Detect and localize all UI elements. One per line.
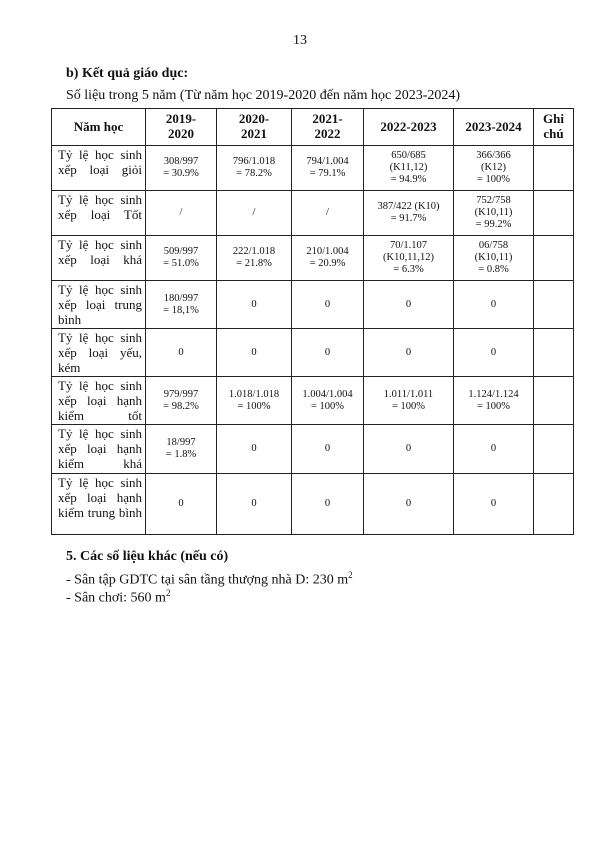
row-label: Tỷ lệ học sinh xếp loại giỏi [52, 146, 146, 191]
table-row [52, 377, 574, 425]
cell-line: (K11,12) [389, 162, 428, 173]
cell-line: 0 [251, 443, 257, 454]
table-cell [454, 281, 534, 329]
cell-line: = 100% [237, 400, 271, 412]
table-cell [146, 474, 217, 535]
column-header [146, 109, 217, 146]
table-cell [146, 281, 217, 329]
other-item-text: - Sân chơi: 560 m [66, 590, 166, 606]
cell-line: = 100% [476, 400, 511, 412]
cell-line: = 91.7% [390, 213, 427, 224]
column-header [52, 109, 146, 146]
cell-line: 0 [405, 346, 412, 358]
table-cell [217, 191, 292, 236]
cell-line: (K12) [480, 162, 507, 173]
note-cell [534, 146, 574, 191]
other-item-text: - Sân tập GDTC tại sân tầng thượng nhà D: 230 m [66, 572, 349, 588]
section-b-heading: b) Kết quả giáo dục: [66, 66, 189, 81]
cell-line: 0 [490, 346, 497, 358]
cell-line: 0 [178, 346, 184, 358]
cell-line: 979/997 [163, 388, 199, 400]
cell-line: / [252, 207, 256, 218]
table-cell [217, 146, 292, 191]
note-cell [534, 236, 574, 281]
table-cell [454, 377, 534, 425]
cell-line: = 100% [391, 400, 426, 412]
column-header-line: chú [543, 126, 564, 141]
table-row [52, 425, 574, 474]
note-cell [534, 425, 574, 474]
cell-line: 222/1.018 [232, 246, 276, 257]
cell-line: 0 [324, 298, 331, 310]
note-cell [534, 474, 574, 535]
column-header [364, 109, 454, 146]
section-5-heading: 5. Các số liệu khác (nếu có) [66, 549, 229, 564]
table-row [52, 329, 574, 377]
table-cell [364, 191, 454, 236]
column-header-line: Năm học [73, 118, 124, 134]
cell-line: 0 [251, 298, 257, 310]
table-cell [217, 281, 292, 329]
note-cell [534, 191, 574, 236]
table-cell [292, 377, 364, 425]
cell-line: = 51.0% [163, 258, 199, 269]
cell-line: = 98.2% [163, 400, 199, 412]
cell-line: 0 [490, 298, 497, 310]
cell-line: 366/366 [476, 150, 511, 161]
cell-line: 0 [251, 346, 257, 358]
page-number: 13 [293, 33, 307, 48]
table-cell [146, 146, 217, 191]
other-item-playground-area [66, 588, 170, 607]
column-header [292, 109, 364, 146]
table-cell [454, 146, 534, 191]
column-header-line: 2022 [314, 126, 341, 141]
table-row [52, 146, 574, 191]
cell-line: 752/758 [476, 195, 511, 206]
cell-line: = 94.9% [390, 174, 427, 185]
cell-line: 1.018/1.018 [228, 388, 280, 400]
cell-line: 794/1.004 [306, 156, 349, 167]
table-cell [364, 146, 454, 191]
table-cell [146, 425, 217, 474]
cell-line: / [326, 207, 329, 218]
note-cell [534, 377, 574, 425]
column-header [454, 109, 534, 146]
column-header-line: 2022-2023 [380, 118, 437, 134]
cell-line: 180/997 [163, 292, 199, 304]
table-cell [454, 329, 534, 377]
cell-line: (K10,11) [474, 252, 513, 263]
cell-line: = 78.2% [236, 168, 272, 179]
table-header-row [52, 109, 574, 146]
note-cell [534, 281, 574, 329]
column-header-line: 2020 [168, 126, 194, 141]
section-b-intro: Số liệu trong 5 năm (Từ năm học 2019-2020 đến năm học 2023-2024) [66, 88, 461, 103]
table-cell [217, 377, 292, 425]
cell-line: 0 [490, 498, 497, 509]
table-cell [364, 329, 454, 377]
row-label: Tỷ lệ học sinh xếp loại Tốt [52, 191, 146, 236]
table-cell [454, 425, 534, 474]
cell-line: = 30.9% [163, 168, 199, 179]
cell-line: = 6.3% [393, 264, 424, 275]
table-row [52, 191, 574, 236]
column-header-line: 2021 [241, 126, 267, 141]
cell-line: = 100% [476, 174, 511, 185]
cell-line: 387/422 (K10) [377, 201, 440, 212]
table-cell [217, 474, 292, 535]
cell-line: 0 [178, 498, 184, 509]
cell-line: 0 [324, 498, 331, 509]
table-cell [292, 146, 364, 191]
cell-line: 796/1.018 [232, 156, 276, 167]
cell-line: / [179, 207, 183, 218]
cell-line: 70/1.107 [389, 240, 428, 251]
table-row [52, 236, 574, 281]
table-cell [292, 191, 364, 236]
table-cell [217, 425, 292, 474]
column-header [217, 109, 292, 146]
table-cell [292, 329, 364, 377]
cell-line: 1.124/1.124 [468, 388, 519, 400]
cell-line: = 0.8% [478, 264, 509, 275]
unit-superscript: 2 [348, 570, 353, 580]
table-cell [217, 236, 292, 281]
column-header-line: 2019- [165, 111, 197, 127]
cell-line: 509/997 [163, 246, 199, 257]
table-cell [217, 329, 292, 377]
cell-line: 06/758 [478, 240, 509, 251]
cell-line: 1.011/1.011 [383, 388, 434, 400]
table-cell [146, 329, 217, 377]
table-cell [364, 474, 454, 535]
table-cell [292, 474, 364, 535]
row-label: Tỷ lệ học sinh xếp loại hạnh kiểm trung bình [52, 474, 146, 535]
cell-line: 0 [490, 443, 497, 454]
cell-line: = 18,1% [163, 304, 199, 316]
column-header-line: 2021- [312, 111, 343, 127]
cell-line: = 99.2% [475, 219, 512, 230]
cell-line: = 20.9% [309, 258, 346, 269]
table-cell [364, 236, 454, 281]
cell-line: (K10,11) [474, 207, 513, 218]
cell-line: 18/997 [166, 437, 196, 448]
cell-line: = 21.8% [236, 258, 272, 269]
table-cell [364, 425, 454, 474]
column-header-line: 2023-2024 [465, 118, 522, 134]
other-item-gym-area [66, 570, 353, 589]
cell-line: 210/1.004 [306, 246, 349, 257]
table-cell [292, 281, 364, 329]
table-cell [292, 236, 364, 281]
table-cell [454, 191, 534, 236]
table-cell [454, 236, 534, 281]
table-cell [364, 377, 454, 425]
row-label: Tỷ lệ học sinh xếp loại yếu, kém [52, 329, 146, 377]
table-row [52, 281, 574, 329]
table-cell [364, 281, 454, 329]
row-label: Tỷ lệ học sinh xếp loại khá [52, 236, 146, 281]
education-results-table [51, 108, 574, 535]
table-cell [146, 191, 217, 236]
unit-superscript: 2 [165, 588, 171, 598]
cell-line: 0 [324, 443, 331, 454]
cell-line: 0 [405, 443, 412, 454]
cell-line: 0 [405, 498, 412, 509]
cell-line: 650/685 [391, 150, 426, 161]
row-label: Tỷ lệ học sinh xếp loại hạnh kiểm khá [52, 425, 146, 474]
note-cell [534, 329, 574, 377]
cell-line: (K10,11,12) [383, 252, 434, 263]
table-cell [292, 425, 364, 474]
cell-line: 0 [324, 346, 331, 358]
table-cell [454, 474, 534, 535]
cell-line: = 1.8% [165, 449, 197, 460]
column-header [534, 109, 574, 146]
cell-line: 0 [251, 498, 257, 509]
cell-line: 0 [405, 298, 412, 310]
cell-line: = 79.1% [309, 168, 346, 179]
cell-line: 308/997 [163, 156, 199, 167]
column-header-line: Ghi [543, 111, 564, 127]
cell-line: = 100% [310, 400, 345, 412]
cell-line: 1.004/1.004 [302, 388, 353, 400]
row-label: Tỷ lệ học sinh xếp loại hạnh kiểm tốt [52, 377, 146, 425]
row-label: Tỷ lệ học sinh xếp loại trung bình [52, 281, 146, 329]
table-cell [146, 377, 217, 425]
table-row [52, 474, 574, 535]
column-header-line: 2020- [238, 111, 270, 127]
table-cell [146, 236, 217, 281]
